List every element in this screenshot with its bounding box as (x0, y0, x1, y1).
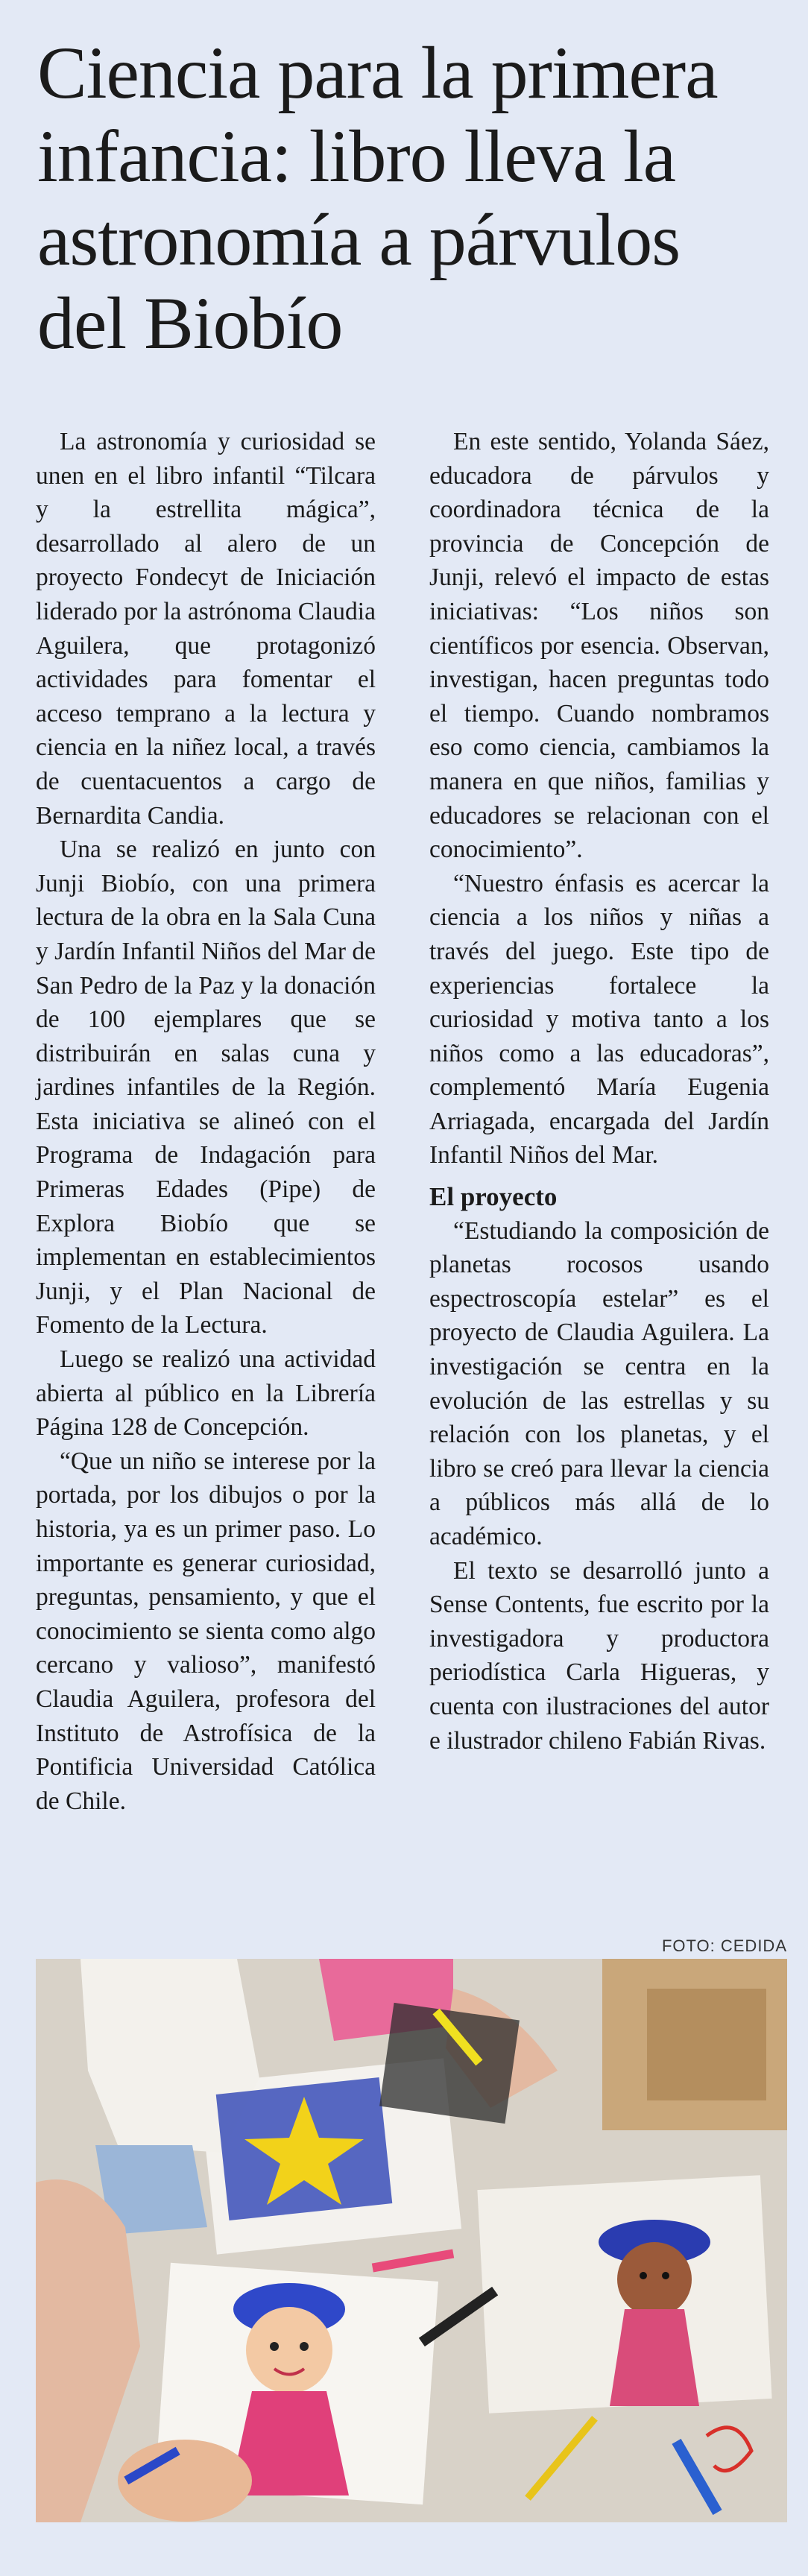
paragraph: Luego se realizó una actividad abierta al público en la Librería Página 128 de Concepción. (36, 1345, 376, 1442)
paragraph: El texto se desarrolló junto a Sense Contents, fue escrito por la investigadora y productora periodística Carla Higueras, y cuenta con ilustraciones del autor e ilustrador chileno Fabián Rivas. (429, 1556, 769, 1755)
paragraph: “Nuestro énfasis es acercar la ciencia a los niños y niñas a través del juego. Este tipo de experiencias fortalece la curiosidad y motiva tanto a los niños como a las educadoras”, complementó María Eugenia Arriagada, encargada del Jardín Infantil Niños del Mar. (429, 869, 769, 1169)
article-column-left (36, 425, 376, 1818)
paragraph: “Que un niño se interese por la portada, por los dibujos o por la historia, ya es un primer paso. Lo importante es generar curiosidad, preguntas, pensamiento, y que el conocimiento se sienta como algo cercano y valioso”, manifestó Claudia Aguilera, profesora del Instituto de Astrofísica de la Pontificia Universidad Católica de Chile. (36, 1447, 376, 1815)
paragraph: La astronomía y curiosidad se unen en el libro infantil “Tilcara y la estrellita mágica”, desarrollado al alero de un proyecto Fondecyt de Iniciación liderado por la astrónoma Claudia Aguilera, que protagonizó actividades para fomentar el acceso temprano a la lectura y ciencia en la niñez local, a través de cuentacuentos a cargo de Bernardita Candia. (36, 428, 376, 830)
headline: Ciencia para la primera infancia: libro lleva la astronomía a párvulos del Biobío (37, 31, 718, 364)
paragraph: “Estudiando la composición de planetas rocosos usando espectroscopía estelar” es el proyecto de Claudia Aguilera. La investigación se centra en la evolución de las estrellas y su relación con los planetas, y el libro se creó para llevar la ciencia a públicos más allá de lo académico. (429, 1216, 769, 1550)
paragraph: En este sentido, Yolanda Sáez, educadora de párvulos y coordinadora técnica de la provincia de Concepción de Junji, relevó el impacto de estas iniciativas: “Los niños son científicos por esencia. Observan, investigan, hacen preguntas todo el tiempo. Cuando nombramos eso como ciencia, cambiamos la manera en que niños, familias y educadores se relacionan con el conocimiento”. (429, 428, 769, 864)
paragraph: Una se realizó en junto con Junji Biobío, con una primera lectura de la obra en la Sala Cuna y Jardín Infantil Niños del Mar de San Pedro de la Paz y la donación de 100 ejemplares que se distribuirán en salas cuna y jardines infantiles de la Región. Esta iniciativa se alineó con el Programa de Indagación para Primeras Edades (Pipe) de Explora Biobío que se implementan en establecimientos Junji, y el Plan Nacional de Fomento de la Lectura. (36, 836, 376, 1339)
photo-credit: FOTO: CEDIDA (661, 1936, 787, 1955)
article-photo (36, 1959, 787, 2522)
subheading: El proyecto (429, 1182, 558, 1212)
children-drawing-photo (36, 1959, 787, 2522)
article-column-right (429, 425, 769, 1758)
